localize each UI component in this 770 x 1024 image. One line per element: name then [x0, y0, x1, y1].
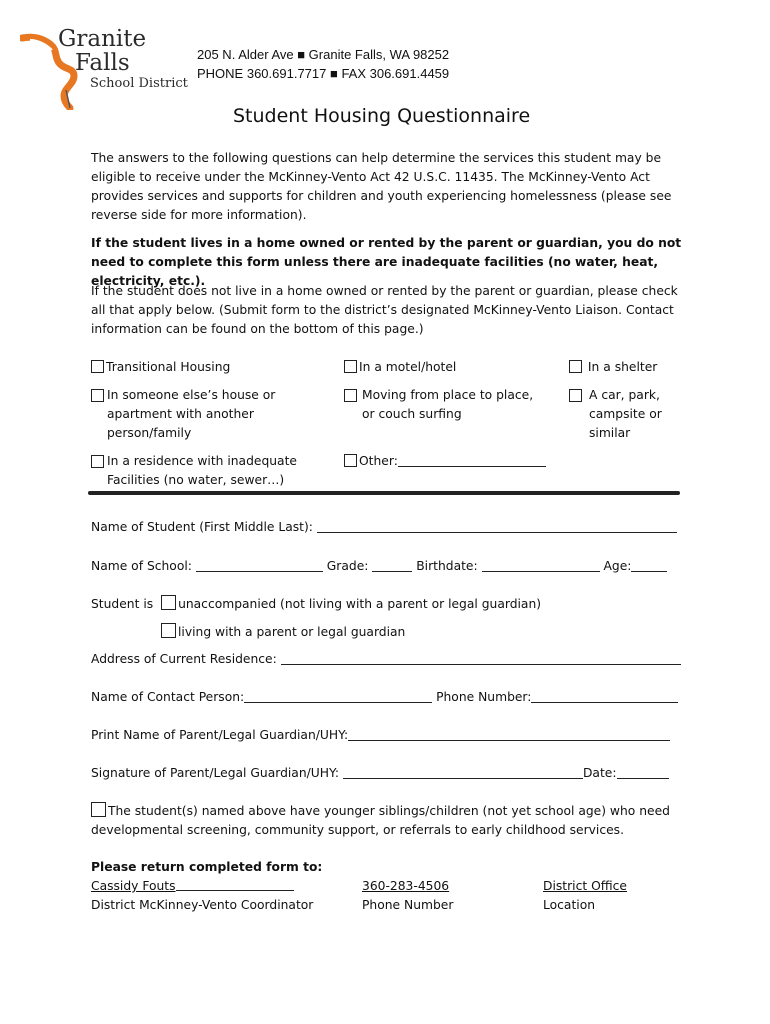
living-with-label: living with a parent or legal guardian [178, 625, 406, 639]
input-line[interactable] [317, 519, 677, 533]
siblings-option[interactable] [91, 802, 681, 840]
field-label: Address of Current Residence: [91, 652, 277, 666]
return-location-label: Location [543, 898, 596, 912]
section-divider [88, 491, 680, 495]
input-line[interactable] [281, 651, 681, 665]
option-label: Moving from place to place, or couch surfing [362, 388, 534, 421]
option-motel-hotel[interactable] [344, 358, 554, 377]
option-label: In someone else’s house or apartment with another person/family [107, 388, 276, 440]
date-input-line[interactable] [617, 765, 669, 779]
contact-label: Name of Contact Person: [91, 690, 245, 704]
input-line[interactable] [348, 727, 670, 741]
phone-label: Phone Number: [436, 690, 532, 704]
district-logo [20, 28, 190, 110]
birthdate-label: Birthdate: [416, 559, 478, 573]
return-phone: 360-283-4506 [362, 879, 450, 893]
address-field[interactable] [91, 651, 681, 666]
age-label: Age: [603, 559, 632, 573]
return-heading: Please return completed form to: [91, 860, 323, 874]
option-label: In a motel/hotel [359, 360, 457, 374]
phone-input-line[interactable] [531, 689, 678, 703]
return-location: District Office [543, 879, 627, 893]
option-label: Other: [359, 454, 398, 468]
contact-phone-row [91, 689, 678, 704]
header-phone-fax: PHONE 360.691.7717 ■ FAX 306.691.4459 [197, 66, 450, 81]
birthdate-input-line[interactable] [482, 558, 600, 572]
school-label: Name of School: [91, 559, 192, 573]
return-phone-label: Phone Number [362, 898, 454, 912]
student-name-field[interactable] [91, 519, 677, 534]
student-is-label: Student is [91, 597, 154, 611]
logo-school-district: School District [90, 76, 188, 91]
other-input-line[interactable] [398, 453, 546, 467]
checkbox[interactable] [344, 360, 357, 373]
name-underline [176, 879, 294, 891]
option-car-park[interactable] [569, 386, 679, 443]
coordinator-name [91, 879, 294, 893]
page-title: Student Housing Questionnaire [233, 105, 531, 127]
living-with-row [161, 623, 405, 639]
checkbox[interactable] [91, 455, 104, 468]
grade-label: Grade: [326, 559, 369, 573]
checkbox[interactable] [91, 389, 104, 402]
print-name-field[interactable] [91, 727, 670, 742]
logo-falls: Falls [75, 50, 130, 76]
checkbox-living-with-parent[interactable] [161, 623, 176, 638]
bold-note: If the student lives in a home owned or rented by the parent or guardian, you do not need to complete this form unless there are inadequate facilities (no water, heat, electricity, etc.). [91, 236, 682, 288]
option-someone-elses-house[interactable] [91, 386, 296, 443]
instructions-paragraph: If the student does not live in a home owned or rented by the parent or guardian, please check all that apply below. (Submit form to the district’s designated McKinney-Vento Liaison. Contact information can be found on the bottom of this page.) [91, 284, 678, 336]
siblings-label: The student(s) named above have younger siblings/children (not yet school age) who need developmental screening, community support, or referrals to early childhood services. [91, 804, 670, 837]
coordinator-role: District McKinney-Vento Coordinator [91, 898, 314, 912]
option-label: In a residence with inadequate Facilities (no water, sewer…) [107, 454, 297, 487]
grade-input-line[interactable] [372, 558, 412, 572]
field-label: Print Name of Parent/Legal Guardian/UHY: [91, 728, 349, 742]
age-input-line[interactable] [631, 558, 667, 572]
contact-input-line[interactable] [244, 689, 432, 703]
checkbox[interactable] [569, 360, 582, 373]
school-grade-row [91, 558, 667, 573]
option-moving[interactable] [344, 386, 544, 424]
student-status-row [91, 595, 541, 611]
checkbox[interactable] [91, 360, 104, 373]
option-shelter[interactable] [569, 358, 679, 377]
coordinator-name-text: Cassidy Fouts [91, 879, 176, 893]
option-label: Transitional Housing [106, 360, 231, 374]
option-other[interactable] [344, 452, 559, 471]
signature-label: Signature of Parent/Legal Guardian/UHY: [91, 766, 340, 780]
checkbox-unaccompanied[interactable] [161, 595, 176, 610]
signature-date-row [91, 765, 669, 780]
option-label: A car, park, campsite or similar [589, 388, 662, 440]
checkbox-siblings[interactable] [91, 802, 106, 817]
option-inadequate-facilities[interactable] [91, 452, 306, 490]
checkbox[interactable] [344, 389, 357, 402]
signature-input-line[interactable] [343, 765, 583, 779]
option-transitional-housing[interactable] [91, 358, 331, 377]
option-label: In a shelter [587, 360, 658, 374]
field-label: Name of Student (First Middle Last): [91, 520, 313, 534]
intro-paragraph: The answers to the following questions can help determine the services this student may be eligible to receive under the McKinney-Vento Act 42 U.S.C. 11435. The McKinney-Vento Act provides services and supports for children and youth experiencing homelessness (please see reverse side for more information). [91, 151, 672, 222]
header-address: 205 N. Alder Ave ■ Granite Falls, WA 98252 [197, 47, 450, 62]
school-input-line[interactable] [196, 558, 323, 572]
date-label: Date: [582, 766, 617, 780]
logo-granite: Granite [58, 26, 147, 52]
checkbox[interactable] [344, 454, 357, 467]
checkbox[interactable] [569, 389, 582, 402]
unaccompanied-label: unaccompanied (not living with a parent or legal guardian) [178, 597, 542, 611]
